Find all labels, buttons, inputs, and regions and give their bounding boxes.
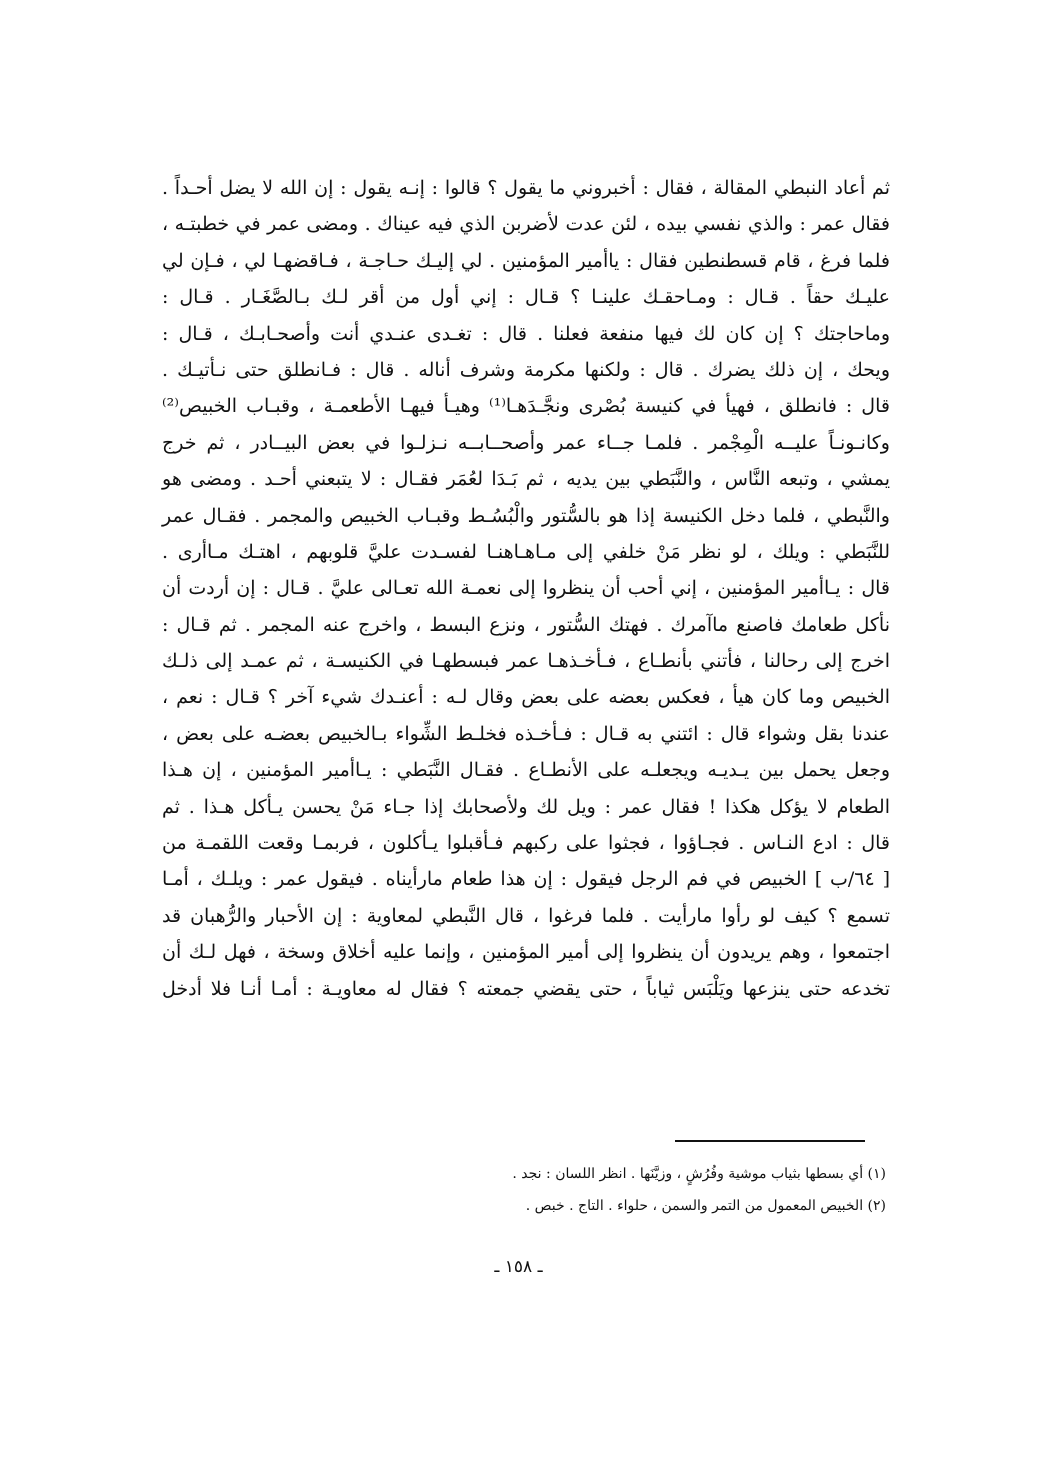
text-line: اخرج إلى رحالنا ، فأتني بأنطـاع ، فـأخـذهـا عمر فبسطهـا في الكنيسـة ، ثم عمـد إلى ذلـك [162,650,890,673]
footnote-separator [675,1140,865,1142]
footnotes [162,1158,886,1222]
text-line: قال : فانطلق ، فهيأ في كنيسة بُصْرى ونجَّـدَهـا⁽¹⁾ وهيـأ فيهـا الأطعمـة ، وقبـاب الخبيص⁽²⁾ [162,395,890,418]
text-line: الخبيص وما كان هيأ ، فعكس بعضه على بعض وقال لـه : أعنـدك شيء آخر ؟ قـال : نعم ، [162,686,890,709]
text-line: ثم أعاد النبطي المقالة ، فقال : أخبروني ما يقول ؟ قالوا : إنـه يقول : إن الله لا يضل أحـداً . [162,177,890,199]
text-line: الطعام لا يؤكل هكذا ! فقال عمر : ويل لك ولأصحابك إذا جـاء مَنْ يحسن يـأكل هـذا . ثم [162,795,890,818]
text-line: وكانـونـاً عليــه الْمِجْمر . فلمـا جــاء عمر وأصحــابــه نـزلـوا في بعض البيــادر ، ثم خرج [162,431,890,454]
text-line: فقال عمر : والذي نفسي بيده ، لئن عدت لأضربن الذي فيه عيناك . ومضى عمر في خطبتـه ، [162,213,890,236]
text-line: عندنا بقل وشواء قال : ائتني به قـال : فـأخـذه فخلـط الشِّواء بـالخبيص بعضـه على بعض ، [162,722,890,745]
footnote-2: (٢) الخبيص المعمول من التمر والسمن ، حلواء . التاج . خبص . [525,1198,886,1214]
text-line: للنَّبَطي : ويلك ، لو نظر مَنْ خلفي إلى مـاهـاهنـا لفسـدت عليَّ قلوبهم ، اهتـك مـاأرى . [162,540,890,563]
footnote-1: (١) أي بسطها بثياب موشية وفُرُشٍ ، وزيَّنَها . انظر اللسان : نجد . [512,1166,886,1182]
text-line: ويحك ، إن ذلك يضرك . قال : ولكنها مكرمة وشرف أناله . قال : فـانطلق حتى نـأتيـك . [162,358,890,381]
text-line: عليـك حقاً . قـال : ومـاحقـك علينـا ؟ قـال : إني أول من أقر لـك بـالصَّغَـار . قـال : [162,286,890,309]
text-line: وماحاجتك ؟ إن كان لك فيها منفعة فعلنا . قال : تغـدى عنـدي أنت وأصحـابـك ، قـال : [162,322,890,345]
text-line: وجعل يحمل بين يـديـه ويجعلـه على الأنطـاع . فقـال النَّبَطي : يـاأمير المؤمنين ، إن هـذا [162,759,890,782]
text-line: تخدعه حتى ينزعها ويَلْبَس ثياباً ، حتى يقضي جمعته ؟ فقال له معاويـة : أمـا أنـا فلا أدخل [162,977,890,1000]
text-line: قال : ادع النـاس . فجـاؤوا ، فجثوا على ركبهم فـأقبلوا يـأكلون ، فربمـا وقعت اللقمـة من [162,832,890,855]
text-line: [ ٦٤/ب ] الخبيص في فم الرجل فيقول : إن هذا طعام مارأيناه . فيقول عمر : ويلـك ، أمـا [162,868,890,891]
text-line: تسمع ؟ كيف لو رأوا مارأيت . فلما فرغوا ، قال النَّبطي لمعاوية : إن الأحبار والرُّهبان قد [162,904,890,927]
page-number: ـ ١٥٨ ـ [494,1257,543,1277]
text-line: اجتمعوا ، وهم يريدون أن ينظروا إلى أمير المؤمنين ، وإنما عليه أخلاق وسخة ، فهل لـك أن [162,941,890,964]
text-line: والنَّبطي ، فلما دخل الكنيسة إذا هو بالسُّتور والْبُسُـط وقبـاب الخبيص والمجمر . فقـال عمر [162,504,890,527]
main-text-block [162,170,890,1007]
text-line: قال : يـاأمير المؤمنين ، إني أحب أن ينظروا إلى نعمـة الله تعـالى عليَّ . قـال : إن أردت أن [162,577,890,600]
text-line: يمشي ، وتبعه النَّاس ، والنَّبَطي بين يديه ، ثم بَـدَا لعُمَر فقـال : لا يتبعني أحـد . ومضى هو [162,468,890,491]
text-line: فلما فرغ ، قام قسطنطين فقال : ياأمير المؤمنين . لي إليـك حـاجـة ، فـاقضهـا لي ، فـإن لي [162,249,890,272]
text-line: نأكل طعامك فاصنع ماآمرك . فهتك السُّتور ، ونزع البسط ، واخرج عنه المجمر . ثم قـال : [162,613,890,636]
